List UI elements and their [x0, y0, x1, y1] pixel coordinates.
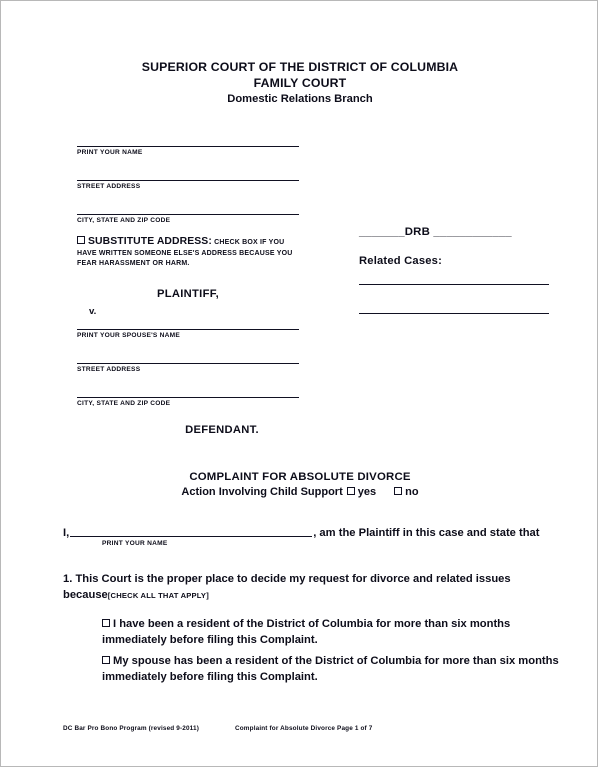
child-support-yes-label: yes [357, 486, 377, 498]
page-title: COMPLAINT FOR ABSOLUTE DIVORCE [189, 471, 411, 483]
plaintiff-statement [63, 525, 543, 539]
plaintiff-city-caption: CITY, STATE AND ZIP CODE [77, 217, 171, 224]
related-cases-rule-1[interactable] [359, 284, 549, 285]
case-number-block [359, 226, 549, 314]
item-1-option-a[interactable] [102, 617, 564, 648]
defendant-fields [77, 329, 299, 407]
child-support-no-label: no [405, 486, 419, 498]
case-number-line[interactable]: _______DRB ____________ [359, 226, 512, 238]
item-1-option-a-checkbox[interactable] [102, 619, 110, 627]
child-support-label: Action Involving Child Support [181, 486, 343, 498]
court-header [1, 59, 599, 107]
page-footer [63, 725, 543, 732]
child-support-yes-checkbox[interactable] [347, 487, 355, 495]
court-division: FAMILY COURT [253, 76, 347, 90]
substitute-address-checkbox[interactable] [77, 236, 85, 244]
spacer [77, 190, 299, 214]
statement-prefix: I, [63, 527, 70, 539]
substitute-address-text: CHECK BOX IF YOU HAVE WRITTEN SOMEONE ELSE'S ADDRESS BECAUSE YOU FEAR HARASSMENT OR HARM. [77, 239, 293, 267]
defendant-street-caption: STREET ADDRESS [77, 366, 141, 373]
statement-name-caption: PRINT YOUR NAME [102, 540, 168, 547]
item-1-option-b[interactable] [102, 654, 564, 685]
spacer [77, 373, 299, 397]
court-branch: Domestic Relations Branch [227, 93, 373, 105]
plaintiff-party-label: PLAINTIFF, [156, 288, 220, 300]
child-support-question [1, 486, 599, 498]
item-1-body: 1. This Court is the proper place to decide my request for divorce and related issues because [63, 573, 511, 601]
item-1-note: [CHECK ALL THAT APPLY] [107, 590, 209, 600]
defendant-name-caption: PRINT YOUR SPOUSE'S NAME [77, 332, 181, 339]
defendant-party-label: DEFENDANT. [185, 424, 259, 436]
versus-label: v. [89, 306, 97, 317]
child-support-no-checkbox[interactable] [394, 487, 402, 495]
spacer [77, 339, 299, 363]
substitute-address-label: SUBSTITUTE ADDRESS: [88, 236, 212, 247]
statement-suffix: , am the Plaintiff in this case and state that [313, 527, 540, 539]
footer-program: DC Bar Pro Bono Program (revised 9-2011) [63, 725, 199, 732]
plaintiff-street-caption: STREET ADDRESS [77, 183, 141, 190]
related-cases-label: Related Cases: [359, 255, 443, 267]
item-1-option-b-label: My spouse has been a resident of the District of Columbia for more than six months immediately before filing this Complaint. [102, 655, 559, 683]
footer-page-info: Complaint for Absolute Divorce Page 1 of 7 [234, 725, 373, 732]
item-1-option-b-checkbox[interactable] [102, 656, 110, 664]
substitute-address-block[interactable] [77, 236, 305, 270]
plaintiff-name-caption: PRINT YOUR NAME [77, 149, 143, 156]
plaintiff-fields [77, 146, 299, 270]
defendant-city-caption: CITY, STATE AND ZIP CODE [77, 400, 171, 407]
item-1-text [63, 572, 543, 603]
plaintiff-name-input[interactable] [70, 525, 312, 537]
court-name: SUPERIOR COURT OF THE DISTRICT OF COLUMBIA [141, 60, 459, 74]
spacer [77, 156, 299, 180]
related-cases-rule-2[interactable] [359, 313, 549, 314]
case-caption [1, 146, 599, 446]
item-1-option-a-label: I have been a resident of the District of Columbia for more than six months immediately before filing this Complaint. [102, 618, 511, 646]
